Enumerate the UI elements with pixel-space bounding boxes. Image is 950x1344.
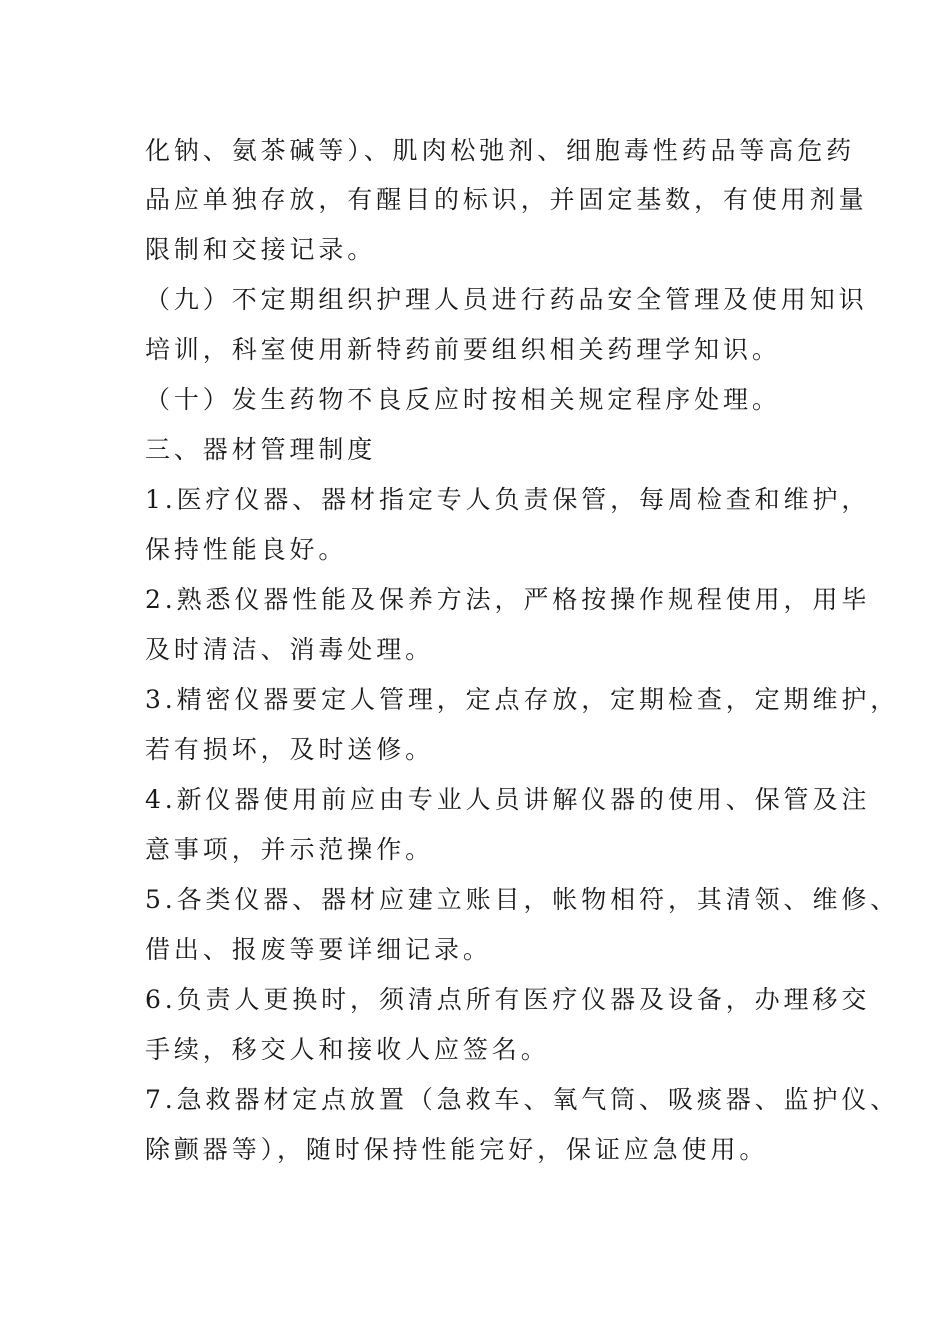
text-line: 除颤器等），随时保持性能完好，保证应急使用。	[145, 1135, 769, 1164]
text-line: 4.新仪器使用前应由专业人员讲解仪器的使用、保管及注	[145, 785, 871, 814]
text-line: 品应单独存放，有醒目的标识，并固定基数，有使用剂量	[145, 185, 868, 214]
text-line: 保持性能良好。	[145, 535, 348, 564]
text-line: 3.精密仪器要定人管理，定点存放，定期检查，定期维护，	[145, 685, 900, 714]
text-line: 及时清洁、消毒处理。	[145, 635, 435, 664]
text-line: （十）发生药物不良反应时按相关规定程序处理。	[145, 385, 781, 414]
text-line: 2.熟悉仪器性能及保养方法，严格按操作规程使用，用毕	[145, 585, 871, 614]
text-line: 若有损坏，及时送修。	[145, 735, 435, 764]
text-line: 借出、报废等要详细记录。	[145, 935, 492, 964]
text-line: 手续，移交人和接收人应签名。	[145, 1035, 550, 1064]
text-line: 6.负责人更换时，须清点所有医疗仪器及设备，办理移交	[145, 985, 871, 1014]
text-line: 5.各类仪器、器材应建立账目，帐物相符，其清领、维修、	[145, 885, 900, 914]
text-line: （九）不定期组织护理人员进行药品安全管理及使用知识	[145, 285, 868, 314]
text-line: 意事项，并示范操作。	[145, 835, 435, 864]
text-line: 1.医疗仪器、器材指定专人负责保管，每周检查和维护，	[145, 485, 871, 514]
section-heading: 三、器材管理制度	[145, 435, 377, 464]
text-line: 7.急救器材定点放置（急救车、氧气筒、吸痰器、监护仪、	[145, 1085, 900, 1114]
text-line: 培训，科室使用新特药前要组织相关药理学知识。	[145, 335, 781, 364]
text-line: 化钠、氨茶碱等）、肌肉松弛剂、细胞毒性药品等高危药	[145, 136, 856, 165]
text-line: 限制和交接记录。	[145, 235, 377, 264]
